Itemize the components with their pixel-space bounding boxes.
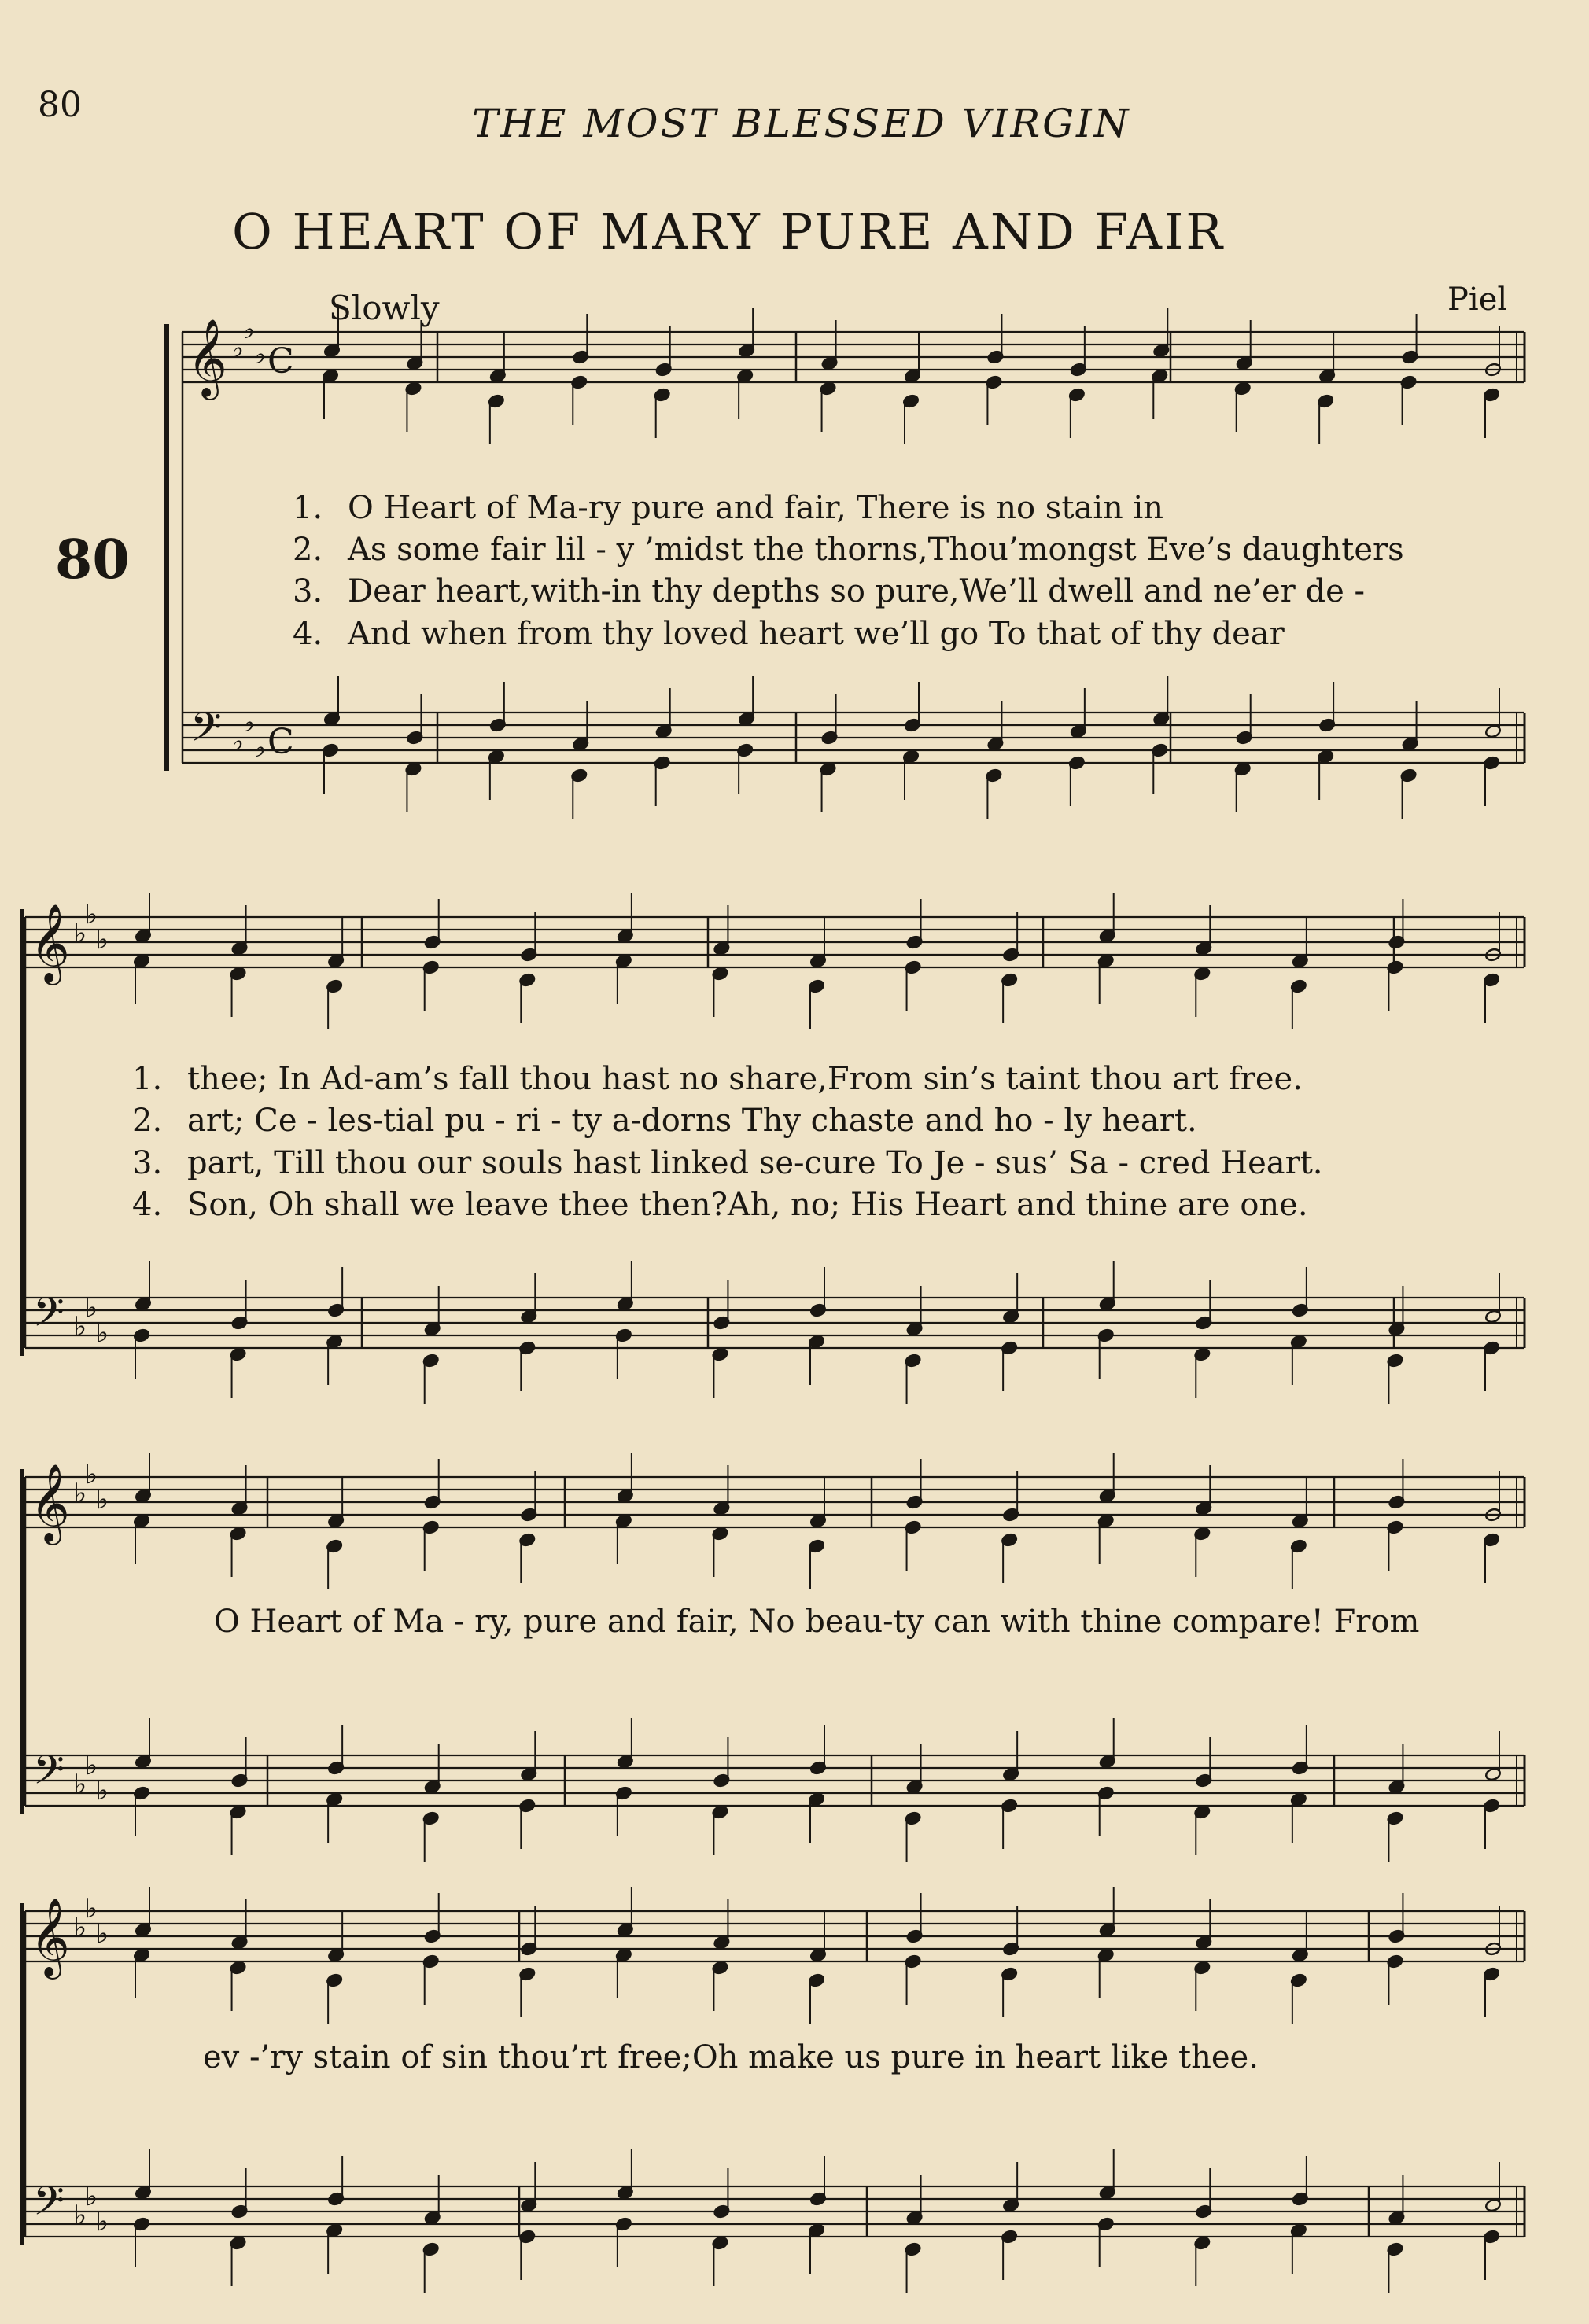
flat-icon: ♭ [96, 1918, 109, 1950]
flat-icon: ♭ [242, 707, 256, 738]
treble-clef-icon: 𝄞 [187, 319, 227, 397]
lyric-line-s1-v4: 4. And when from thy loved heart we’ll go To that of thy dear [293, 616, 1285, 652]
bass-clef-icon: 𝄢 [33, 2177, 65, 2234]
running-head: THE MOST BLESSED VIRGIN [472, 101, 1131, 146]
lyric-line-s2-v3: 3. part, Till thou our souls hast linked se-cure To Je - sus’ Sa - cred Heart. [132, 1145, 1323, 1181]
flat-icon: ♭ [74, 1769, 87, 1800]
treble-clef-icon: 𝄞 [30, 1464, 70, 1542]
flat-icon: ♭ [85, 1893, 98, 1924]
flat-icon: ♭ [96, 1775, 109, 1807]
flat-icon: ♭ [96, 1484, 109, 1516]
lyric-line-s1-v3: 3. Dear heart,with-in thy depths so pure,We’ll dwell and ne’er de - [293, 573, 1366, 610]
flat-icon: ♭ [85, 1459, 98, 1490]
flat-icon: ♭ [96, 924, 109, 956]
common-time-icon: C [267, 722, 294, 762]
flat-icon: ♭ [85, 1750, 98, 1781]
treble-clef-icon: 𝄞 [30, 904, 70, 982]
flat-icon: ♭ [96, 1317, 109, 1349]
common-time-icon: C [267, 341, 294, 381]
hymn-number: 80 [55, 529, 130, 591]
lyric-line-s2-v4: 4. Son, Oh shall we leave thee then?Ah, no; His Heart and thine are one. [132, 1187, 1308, 1223]
flat-icon: ♭ [231, 726, 245, 757]
flat-icon: ♭ [85, 2181, 98, 2212]
flat-icon: ♭ [74, 1311, 87, 1342]
page-number: 80 [38, 85, 82, 125]
flat-icon: ♭ [253, 339, 267, 370]
flat-icon: ♭ [253, 732, 267, 764]
tempo-marking: Slowly [329, 289, 440, 327]
bass-clef-icon: 𝄢 [33, 1746, 65, 1803]
refrain-line-1: O Heart of Ma - ry, pure and fair, No beau-ty can with thine compare! From [214, 1604, 1420, 1640]
refrain-line-2: ev -’ry stain of sin thou’rt free;Oh make us pure in heart like thee. [203, 2039, 1259, 2075]
hymn-title: O HEART OF MARY PURE AND FAIR [232, 203, 1226, 260]
bass-clef-icon: 𝄢 [33, 1288, 65, 1346]
flat-icon: ♭ [231, 333, 245, 364]
flat-icon: ♭ [85, 899, 98, 930]
bass-clef-icon: 𝄢 [190, 703, 222, 761]
lyric-line-s2-v2: 2. art; Ce - les-tial pu - ri - ty a-dorns Thy chaste and ho - ly heart. [132, 1103, 1197, 1139]
flat-icon: ♭ [242, 314, 256, 345]
flat-icon: ♭ [74, 1478, 87, 1509]
flat-icon: ♭ [96, 2206, 109, 2237]
treble-clef-icon: 𝄞 [30, 1898, 70, 1976]
flat-icon: ♭ [74, 2200, 87, 2231]
lyric-line-s2-v1: 1. thee; In Ad-am’s fall thou hast no share,From sin’s taint thou art free. [132, 1061, 1303, 1097]
composer-credit: Piel [1447, 282, 1508, 318]
flat-icon: ♭ [85, 1292, 98, 1324]
flat-icon: ♭ [74, 1912, 87, 1943]
flat-icon: ♭ [74, 918, 87, 949]
lyric-line-s1-v1: 1. O Heart of Ma-ry pure and fair, There is no stain in [293, 490, 1164, 526]
lyric-line-s1-v2: 2. As some fair lil - y ’midst the thorns,Thou’mongst Eve’s daughters [293, 532, 1404, 568]
